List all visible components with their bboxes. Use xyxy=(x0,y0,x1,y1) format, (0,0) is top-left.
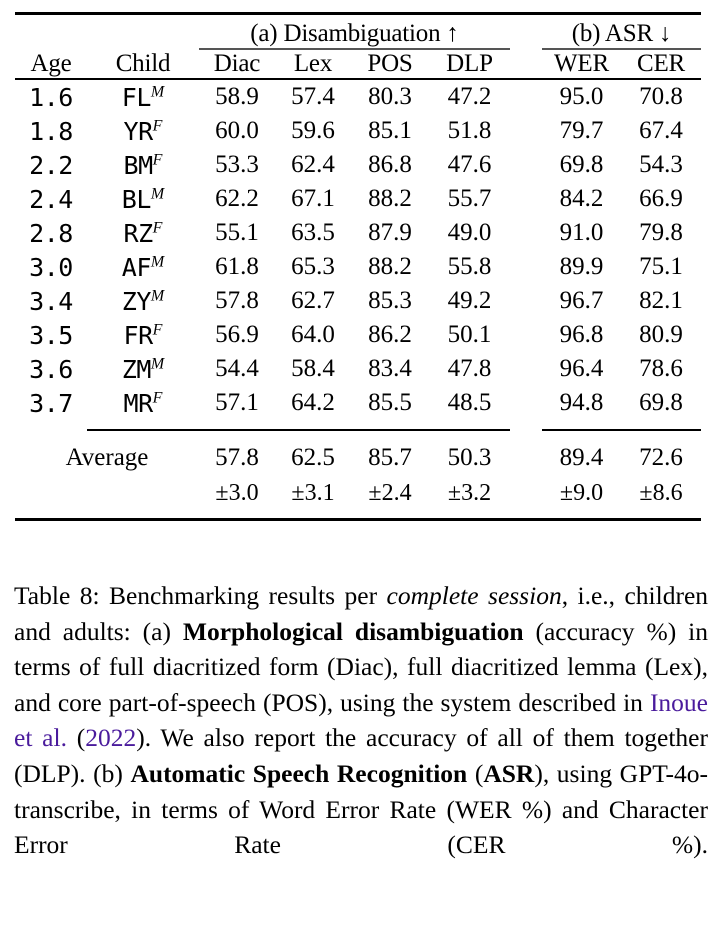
caption-text-4: ( xyxy=(66,723,86,753)
cell-diac: 61.8 xyxy=(215,253,259,280)
cell-wer: 89.9 xyxy=(559,253,604,280)
cell-cer: 54.3 xyxy=(639,151,683,178)
caption-label: Table 8: xyxy=(14,581,100,610)
cell-age: 2.2 xyxy=(29,150,73,180)
caption-text-7: ), using GPT-4o-transcribe, in terms of Word Error Rate (WER %) and Character Error Rate (CER %). xyxy=(14,758,708,860)
cell-cer: 78.6 xyxy=(639,355,683,382)
cell-child-id: $BM^F$ xyxy=(123,150,163,180)
cell-gap xyxy=(510,352,542,386)
cell-dlp: 47.2 xyxy=(447,83,492,110)
table-row xyxy=(15,250,701,284)
cell-cer: 80.9 xyxy=(639,321,683,348)
table-footer xyxy=(15,420,701,521)
average-diac: 57.8 xyxy=(215,444,259,471)
col-header-dlp: DLP xyxy=(446,50,493,77)
cell-cer: 70.8 xyxy=(639,83,683,110)
cell-child-id: $YR^F$ xyxy=(123,116,163,146)
cell-pos: 85.5 xyxy=(368,389,412,416)
average-cer: 72.6 xyxy=(639,444,683,471)
table-row xyxy=(15,80,701,114)
col-header-diac: Diac xyxy=(213,50,261,77)
cell-wer: 84.2 xyxy=(559,185,604,212)
cell-age: 1.8 xyxy=(29,116,73,146)
cell-pos: 85.3 xyxy=(368,287,412,314)
cell-child-id: $RZ^F$ xyxy=(123,218,163,248)
cell-dlp: 49.0 xyxy=(447,219,492,246)
caption-text-3: (accuracy %) in terms of full diacritized form (Diac), full diacritized lemma (Lex), and core part-of-speech (POS), using the system described in xyxy=(14,616,708,717)
column-header-row xyxy=(15,50,701,79)
average-pos: 85.7 xyxy=(368,444,412,471)
average-dlp: 50.3 xyxy=(447,444,492,471)
cell-child-id: $FL^M$ xyxy=(121,82,165,112)
cell-child-id: $ZY^M$ xyxy=(121,286,165,316)
cell-age: 1.6 xyxy=(29,82,73,112)
stdev-diac: ±3.0 xyxy=(215,479,259,506)
cell-cer: 69.8 xyxy=(639,389,683,416)
cell-diac: 60.0 xyxy=(215,117,259,144)
table-row xyxy=(15,352,701,386)
stdev-dlp: ±3.2 xyxy=(447,479,492,506)
cell-wer: 69.8 xyxy=(559,151,604,178)
cell-dlp: 50.1 xyxy=(447,321,492,348)
col-header-child: Child xyxy=(115,50,171,77)
cell-pos: 80.3 xyxy=(368,83,412,110)
cell-diac: 56.9 xyxy=(215,321,259,348)
average-gap-spacer xyxy=(15,431,701,440)
child-sex-superscript: F xyxy=(152,321,163,339)
cell-gap xyxy=(510,284,542,318)
cell-cer: 75.1 xyxy=(639,253,683,280)
stdev-pos: ±2.4 xyxy=(368,479,412,506)
average-label: Average xyxy=(65,444,149,471)
average-wer: 89.4 xyxy=(559,444,604,471)
citation-link-year[interactable]: 2022 xyxy=(85,723,137,753)
table-caption xyxy=(14,578,708,863)
cell-lex: 64.0 xyxy=(291,321,335,348)
cell-diac: 54.4 xyxy=(215,355,259,382)
group-header-blank xyxy=(15,20,87,49)
table-row xyxy=(15,216,701,250)
col-header-wer: WER xyxy=(554,50,609,77)
child-sex-superscript: M xyxy=(150,253,165,271)
cell-diac: 62.2 xyxy=(215,185,259,212)
cell-age: 2.8 xyxy=(29,218,73,248)
cell-gap xyxy=(510,250,542,284)
stdev-label-blank xyxy=(15,476,199,510)
cell-age: 2.4 xyxy=(29,184,73,214)
caption-text-2: , i.e., children and adults: (a) xyxy=(14,581,709,646)
cell-wer: 94.8 xyxy=(559,389,604,416)
cell-lex: 59.6 xyxy=(291,117,335,144)
stdev-wer: ±9.0 xyxy=(559,479,604,506)
cell-diac: 57.1 xyxy=(215,389,259,416)
cell-wer: 95.0 xyxy=(559,83,604,110)
table-row xyxy=(15,284,701,318)
cell-gap xyxy=(510,318,542,352)
stdev-row xyxy=(15,476,701,510)
cell-dlp: 47.6 xyxy=(447,151,492,178)
col-header-age: Age xyxy=(30,50,72,77)
cell-pos: 88.2 xyxy=(368,185,412,212)
table-header xyxy=(15,14,701,81)
cell-cer: 79.8 xyxy=(639,219,683,246)
child-sex-superscript: F xyxy=(152,219,163,237)
cell-gap xyxy=(510,80,542,114)
cell-child-id: $AF^M$ xyxy=(121,252,165,282)
caption-text-6: ( xyxy=(467,758,484,788)
table-row xyxy=(15,182,701,216)
cell-dlp: 55.8 xyxy=(447,253,492,280)
bottom-spacer xyxy=(15,510,701,520)
bottom-rule-row xyxy=(15,520,701,522)
cell-cer: 66.9 xyxy=(639,185,683,212)
child-sex-superscript: M xyxy=(150,185,165,203)
caption-bold-asr: ASR xyxy=(483,758,535,788)
col-header-cer: CER xyxy=(636,50,686,77)
cell-wer: 96.4 xyxy=(559,355,604,382)
table-body xyxy=(15,80,701,420)
cell-lex: 65.3 xyxy=(291,253,335,280)
col-header-lex: Lex xyxy=(293,50,333,77)
cell-wer: 96.7 xyxy=(559,287,604,314)
citation-link-inoue[interactable]: Inoue et al. xyxy=(14,687,708,753)
average-gap xyxy=(510,440,542,476)
cell-gap xyxy=(510,182,542,216)
stdev-cer: ±8.6 xyxy=(639,479,683,506)
table-row xyxy=(15,114,701,148)
cell-lex: 62.7 xyxy=(291,287,335,314)
cell-diac: 58.9 xyxy=(215,83,259,110)
cell-gap xyxy=(510,114,542,148)
cell-age: 3.6 xyxy=(29,354,73,384)
group-header-gap xyxy=(510,20,542,49)
cell-lex: 67.1 xyxy=(291,185,335,212)
child-sex-superscript: M xyxy=(150,83,165,101)
col-header-gap xyxy=(510,50,542,79)
caption-bold-morphological-disambiguation: Morphological disambiguation xyxy=(182,616,524,646)
cell-lex: 64.2 xyxy=(291,389,335,416)
cell-gap xyxy=(510,386,542,420)
table-row xyxy=(15,148,701,182)
average-lex: 62.5 xyxy=(291,444,335,471)
cell-gap xyxy=(510,216,542,250)
cell-dlp: 49.2 xyxy=(447,287,492,314)
cell-dlp: 48.5 xyxy=(447,389,492,416)
cell-pos: 85.1 xyxy=(368,117,412,144)
cell-cer: 82.1 xyxy=(639,287,683,314)
cell-pos: 86.2 xyxy=(368,321,412,348)
stdev-gap xyxy=(510,476,542,510)
child-sex-superscript: F xyxy=(152,389,163,407)
cell-child-id: $FR^F$ xyxy=(123,320,163,350)
caption-text-1: Benchmarking results per xyxy=(99,581,387,610)
cell-dlp: 55.7 xyxy=(447,185,492,212)
cell-age: 3.4 xyxy=(29,286,73,316)
cell-dlp: 47.8 xyxy=(447,355,492,382)
cell-pos: 88.2 xyxy=(368,253,412,280)
cell-age: 3.5 xyxy=(29,320,73,350)
child-sex-superscript: F xyxy=(152,117,163,135)
stdev-lex: ±3.1 xyxy=(291,479,335,506)
child-sex-superscript: M xyxy=(150,287,165,305)
table-row xyxy=(15,386,701,420)
cell-gap xyxy=(510,148,542,182)
cell-wer: 79.7 xyxy=(559,117,604,144)
cell-lex: 57.4 xyxy=(291,83,335,110)
cell-pos: 86.8 xyxy=(368,151,412,178)
cell-child-id: $MR^F$ xyxy=(123,388,163,418)
results-table-container xyxy=(15,12,701,521)
cell-cer: 67.4 xyxy=(639,117,683,144)
bottom-rule xyxy=(15,520,701,522)
cell-lex: 63.5 xyxy=(291,219,335,246)
col-header-pos: POS xyxy=(367,50,413,77)
average-top-spacer xyxy=(15,420,701,430)
cell-lex: 58.4 xyxy=(291,355,335,382)
cell-age: 3.7 xyxy=(29,388,73,418)
caption-text-5: ). We also report the accuracy of all of them together (DLP). (b) xyxy=(14,723,708,788)
cell-diac: 55.1 xyxy=(215,219,259,246)
average-row xyxy=(15,440,701,476)
cell-wer: 96.8 xyxy=(559,321,604,348)
cell-child-id: $ZM^M$ xyxy=(121,354,165,384)
caption-bold-automatic-speech-recognition: Automatic Speech Recognition xyxy=(130,758,468,788)
cell-diac: 57.8 xyxy=(215,287,259,314)
cell-wer: 91.0 xyxy=(559,219,604,246)
cell-dlp: 51.8 xyxy=(447,117,492,144)
cell-diac: 53.3 xyxy=(215,151,259,178)
group-header-asr: (b) ASR ↓ xyxy=(571,20,672,47)
cell-age: 3.0 xyxy=(29,252,73,282)
group-header-row xyxy=(15,20,701,49)
benchmarking-results-table xyxy=(15,12,701,521)
child-sex-superscript: F xyxy=(152,151,163,169)
group-header-blank-2 xyxy=(87,20,199,49)
cell-pos: 87.9 xyxy=(368,219,412,246)
group-header-disambiguation: (a) Disambiguation ↑ xyxy=(250,20,459,47)
cell-lex: 62.4 xyxy=(291,151,335,178)
child-sex-superscript: M xyxy=(150,355,165,373)
cell-child-id: $BL^M$ xyxy=(121,184,165,214)
caption-italic-complete-session: complete session xyxy=(386,581,562,610)
cell-pos: 83.4 xyxy=(368,355,412,382)
table-row xyxy=(15,318,701,352)
